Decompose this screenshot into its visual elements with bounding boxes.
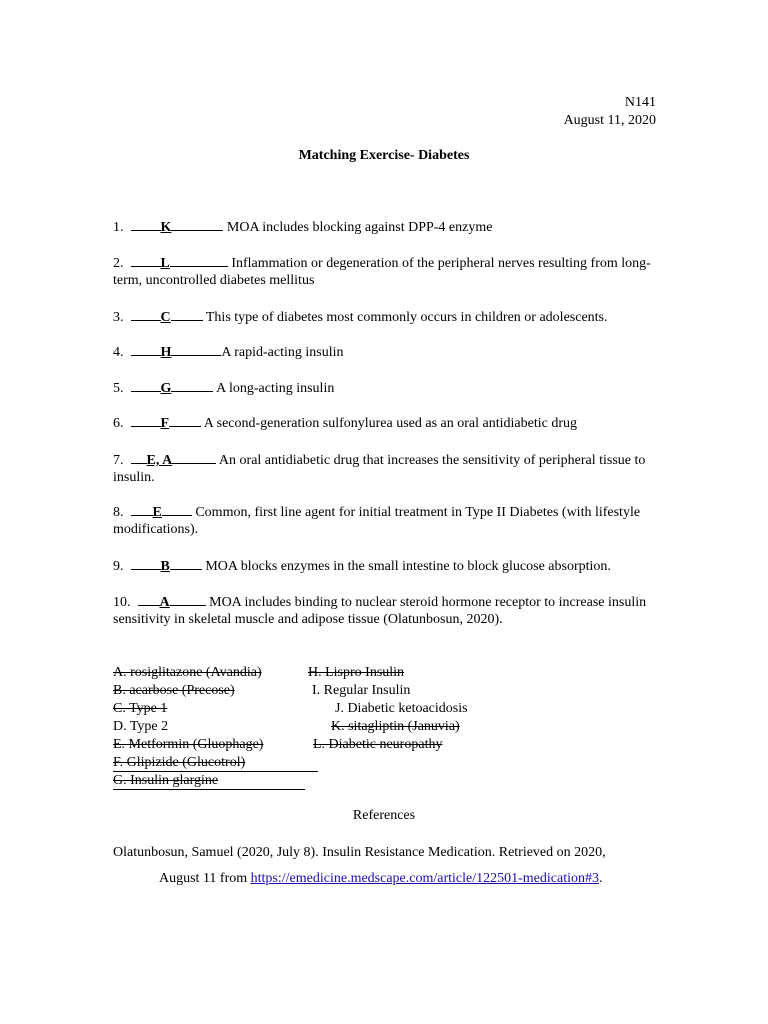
option-a: A. rosiglitazone (Avandia) (113, 665, 262, 680)
citation-line-1: Olatunbosun, Samuel (2020, July 8). Insulin Resistance Medication. Retrieved on 2020, (113, 845, 606, 860)
question-text: Common, first line agent for initial treatment in Type II Diabetes (with lifestyle modifications). (113, 505, 641, 537)
question-1 (113, 219, 658, 236)
question-number: 8. (113, 505, 124, 520)
question-number: 1. (113, 220, 124, 235)
question-4 (113, 344, 658, 361)
answer: H (160, 345, 172, 360)
citation-suffix: . (599, 871, 603, 886)
option-g: G. Insulin glargine (113, 773, 219, 788)
option-h: H. Lispro Insulin (308, 665, 405, 680)
question-8 (113, 504, 658, 538)
option-d: D. Type 2 (113, 719, 169, 734)
question-number: 4. (113, 345, 124, 360)
answer: B (160, 559, 170, 574)
question-text: A rapid-acting insulin (221, 345, 344, 360)
question-text: MOA includes binding to nuclear steroid hormone receptor to increase insulin sensitivity in skeletal muscle and adipose tissue (Olatunbosun, 2020). (113, 595, 647, 627)
question-number: 10. (113, 595, 131, 610)
answer: E (152, 505, 162, 520)
answer: F (160, 416, 170, 431)
underline-f (113, 771, 318, 772)
answer: G (160, 381, 172, 396)
question-10 (113, 594, 658, 628)
answer: C (160, 310, 171, 325)
question-2 (113, 255, 658, 289)
question-5 (113, 380, 658, 397)
option-i: I. Regular Insulin (312, 683, 411, 698)
option-j: J. Diabetic ketoacidosis (335, 701, 468, 716)
question-text: MOA includes blocking against DPP-4 enzyme (226, 220, 493, 235)
question-6 (113, 415, 658, 432)
question-number: 7. (113, 453, 124, 468)
option-e: E. Metformin (Gluophage) (113, 737, 264, 752)
answer: A (159, 595, 170, 610)
question-text: Inflammation or degeneration of the peripheral nerves resulting from long-term, uncontrolled diabetes mellitus (113, 256, 651, 288)
question-text: An oral antidiabetic drug that increases the sensitivity of peripheral tissue to insulin. (113, 453, 646, 485)
citation-line-2 (159, 871, 603, 887)
question-number: 6. (113, 416, 124, 431)
question-number: 5. (113, 381, 124, 396)
question-text: MOA blocks enzymes in the small intestine to block glucose absorption. (205, 559, 611, 574)
document-date: August 11, 2020 (563, 113, 656, 128)
option-b: B. acarbose (Precose) (113, 683, 235, 698)
question-9 (113, 558, 658, 575)
page-title: Matching Exercise- Diabetes (298, 148, 470, 163)
option-l: L. Diabetic neuropathy (313, 737, 443, 752)
citation-prefix: August 11 from (159, 871, 251, 886)
question-text: A second-generation sulfonylurea used as an oral antidiabetic drug (203, 416, 578, 431)
citation-link[interactable]: https://emedicine.medscape.com/article/122501-medication#3 (250, 871, 599, 886)
question-text: This type of diabetes most commonly occurs in children or adolescents. (205, 310, 608, 325)
question-3 (113, 309, 658, 326)
question-number: 9. (113, 559, 124, 574)
underline-g (113, 789, 305, 790)
answer: K (160, 220, 172, 235)
answer: E, A (146, 453, 173, 468)
question-number: 2. (113, 256, 124, 271)
question-text: A long-acting insulin (216, 381, 335, 396)
question-number: 3. (113, 310, 124, 325)
references-heading: References (352, 808, 416, 823)
option-k: K. sitagliptin (Januvia) (331, 719, 460, 734)
option-c: C. Type 1 (113, 701, 168, 716)
option-f: F. Glipizide (Glucotrol) (113, 755, 246, 770)
course-code: N141 (624, 95, 656, 110)
answer: L (160, 256, 170, 271)
question-7 (113, 452, 658, 486)
